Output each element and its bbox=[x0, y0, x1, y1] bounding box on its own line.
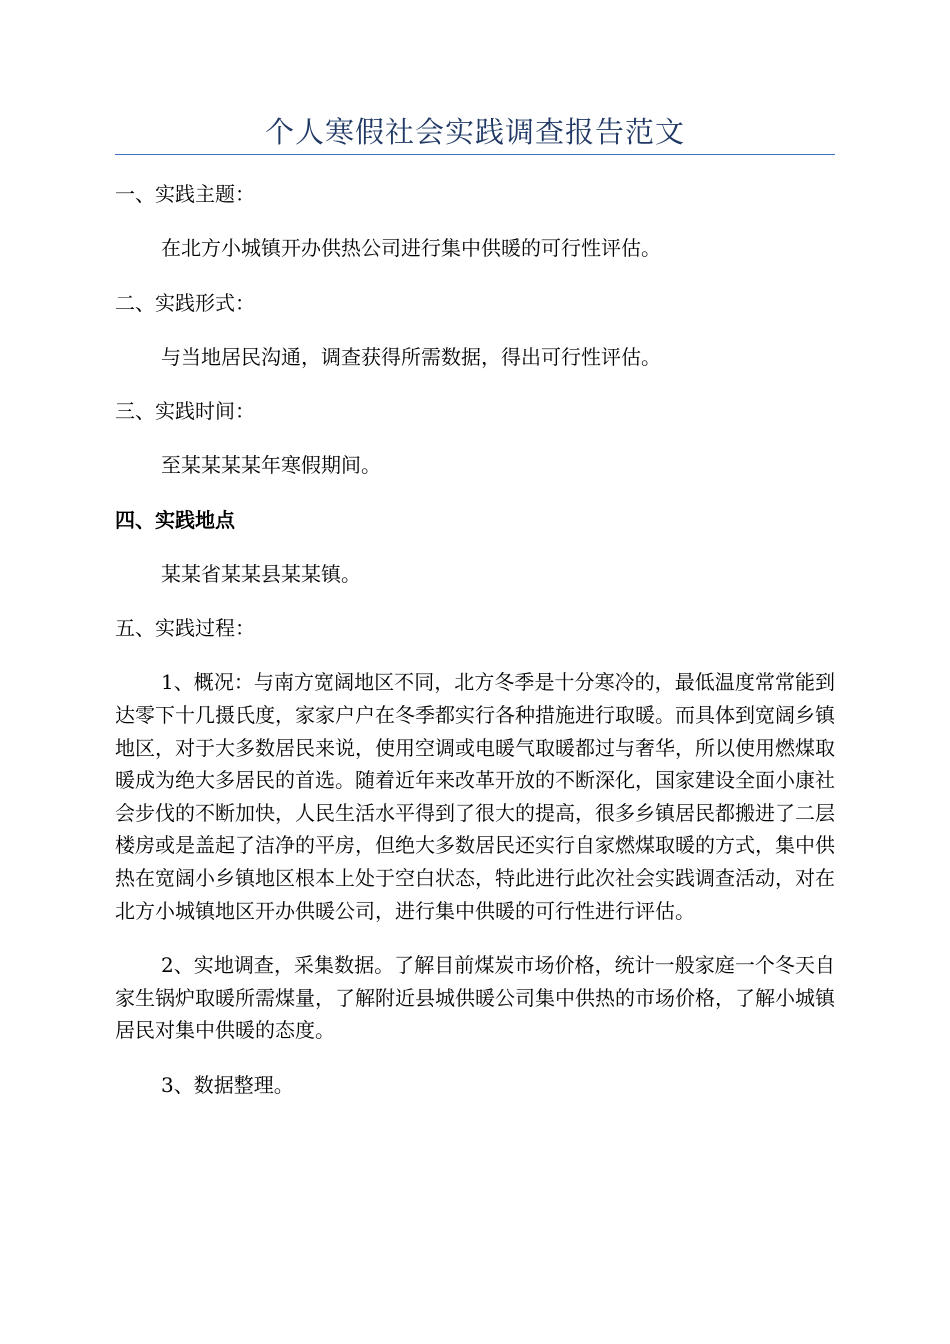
section-heading-theme: 一、实践主题： bbox=[115, 182, 255, 206]
section-heading-process: 五、实践过程： bbox=[115, 616, 255, 641]
section-heading-time: 三、实践时间： bbox=[115, 399, 255, 424]
section-heading-location: 四、实践地点 bbox=[115, 507, 235, 532]
section-text-time: 至某某某某年寒假期间。 bbox=[161, 453, 381, 478]
document-body bbox=[115, 178, 835, 1124]
section-text-location: 某某省某某县某某镇。 bbox=[161, 561, 361, 586]
section-text-theme: 在北方小城镇开办供热公司进行集中供暖的可行性评估。 bbox=[161, 236, 661, 260]
title-underline bbox=[115, 154, 835, 155]
process-paragraph-overview: 1、概况：与南方宽阔地区不同，北方冬季是十分寒冷的，最低温度常常能到达零下十几摄氏度，家家户户在冬季都实行各种措施进行取暖。而具体到宽阔乡镇地区，对于大多数居民来说，使用空调或电暖气取暖都过与奢华，所以使用燃煤取暖成为绝大多居民的首选。随着近年来改革开放的不断深化，国家建设全面小康社会步伐的不断加快，人民生活水平得到了很大的提高，很多乡镇居民都搬进了二层楼房或是盖起了洁净的平房，但绝大多数居民还实行自家燃煤取暖的方式，集中供热在宽阔小乡镇地区根本上处于空白状态，特此进行此次社会实践调查活动，对在北方小城镇地区开办供暖公司，进行集中供暖的可行性进行评估。 bbox=[115, 670, 835, 923]
process-paragraph-data: 3、数据整理。 bbox=[161, 1072, 294, 1097]
section-text-form: 与当地居民沟通，调查获得所需数据，得出可行性评估。 bbox=[161, 344, 661, 369]
document-title: 个人寒假社会实践调查报告范文 bbox=[264, 115, 685, 149]
section-heading-form: 二、实践形式： bbox=[115, 290, 255, 315]
process-paragraph-survey: 2、实地调查，采集数据。了解目前煤炭市场价格，统计一般家庭一个冬天自家生锅炉取暖所需煤量，了解附近县城供暖公司集中供热的市场价格，了解小城镇居民对集中供暖的态度。 bbox=[115, 953, 835, 1043]
